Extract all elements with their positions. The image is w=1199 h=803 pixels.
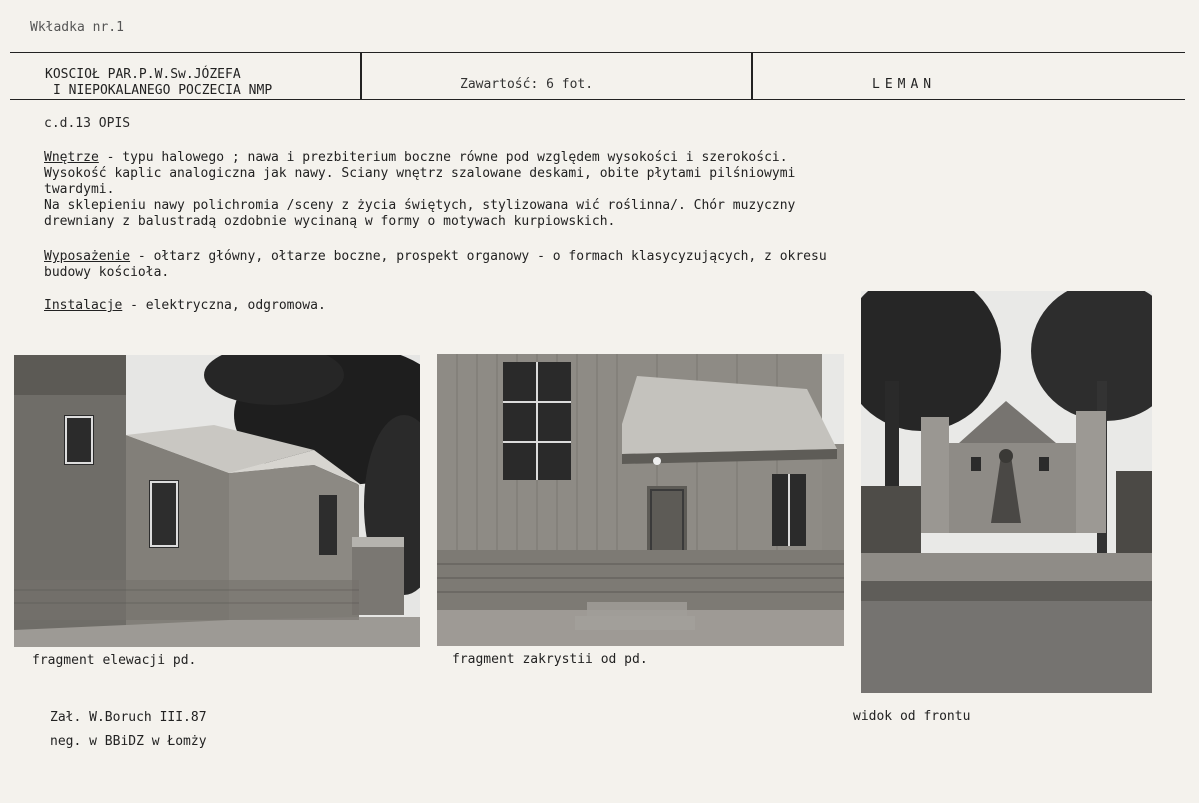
object-title-line1: KOSCIOŁ PAR.P.W.Sw.JÓZEFA: [45, 67, 241, 82]
interior-paragraph: [44, 150, 1054, 230]
equipment-line1: - ołtarz główny, ołtarze boczne, prospekt organowy - o formach klasycyzujących, z okresu: [130, 249, 827, 264]
equipment-heading: Wyposażenie: [44, 249, 131, 264]
interior-line2: Wysokość kaplic analogiczna jak nawy. Sciany wnętrz szalowane deskami, obite płytami pilśniowymi: [44, 166, 796, 181]
photo-front-view: [861, 291, 1152, 693]
photo-sacristy: [437, 354, 844, 646]
photo-caption-1: fragment elewacji pd.: [32, 653, 197, 668]
interior-line1: - typu halowego ; nawa i prezbiterium boczne równe pod względem wysokości i szerokości.: [98, 150, 788, 165]
footer-author: Zał. W.Boruch III.87: [50, 710, 207, 725]
tab-label: Wkładka nr.1: [30, 20, 124, 35]
photo-south-elevation: [14, 355, 420, 647]
place-name: LEMAN: [872, 77, 937, 92]
installations-heading: Instalacje: [44, 298, 123, 313]
object-title-line2: I NIEPOKALANEGO POCZECIA NMP: [53, 83, 273, 98]
photo-caption-3: widok od frontu: [853, 709, 971, 724]
section-id: c.d.13 OPIS: [44, 116, 131, 131]
content-count: Zawartość: 6 fot.: [460, 77, 594, 92]
footer-negative: neg. w BBiDZ w Łomży: [50, 734, 207, 749]
equipment-paragraph: [44, 249, 1054, 281]
header-table: [10, 52, 1185, 100]
installations-text: - elektryczna, odgromowa.: [122, 298, 326, 313]
interior-line5: drewniany z balustradą ozdobnie wycinaną w formy o motywach kurpiowskich.: [44, 214, 616, 229]
equipment-line2: budowy kościoła.: [44, 265, 170, 280]
photo-caption-2: fragment zakrystii od pd.: [452, 652, 648, 667]
object-title: [45, 67, 272, 99]
interior-line3: twardymi.: [44, 182, 115, 197]
footer-notes: [50, 706, 207, 754]
header-divider: [751, 53, 753, 99]
interior-heading: Wnętrze: [44, 150, 99, 165]
header-divider: [360, 53, 362, 99]
interior-line4: Na sklepieniu nawy polichromia /sceny z życia świętych, stylizowana wić roślinna/. Chór muzyczny: [44, 198, 796, 213]
